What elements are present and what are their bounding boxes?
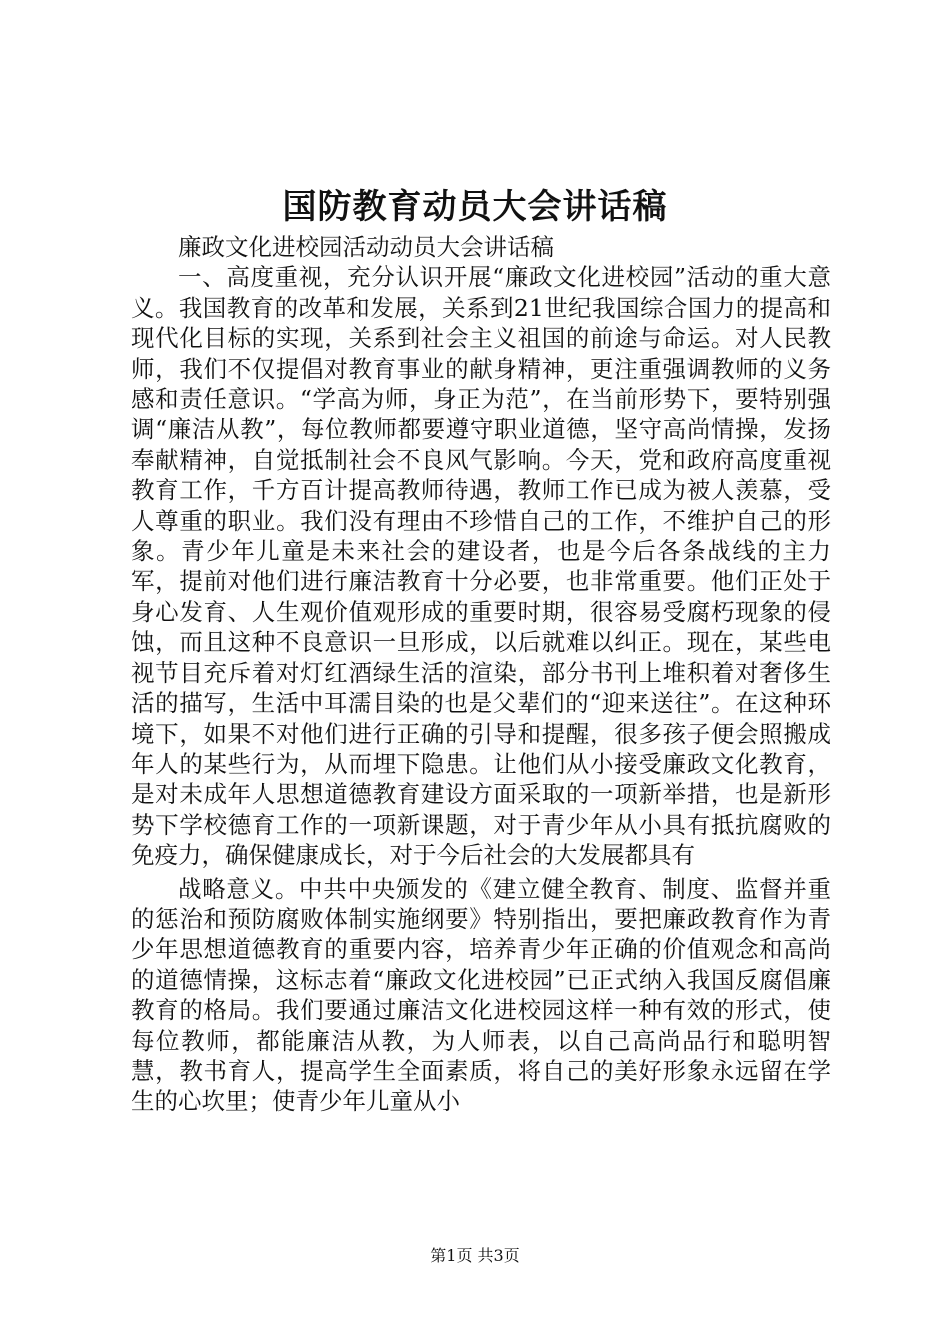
document-title: 国防教育动员大会讲话稿 [282, 187, 668, 227]
body-paragraph-2: 战略意义。中共中央颁发的《建立健全教育、制度、监督并重的惩治和预防腐败体制实施纲要》特别指出，要把廉政教育作为青少年思想道德教育的重要内容，培养青少年正确的价值观念和高尚的道德情操，这标志着“廉政文化进校园”已正式纳入我国反腐倡廉教育的格局。我们要通过廉洁文化进校园这样一种有效的形式，使每位教师，都能廉洁从教，为人师表，以自己高尚品行和聪明智慧，教书育人，提高学生全面素质，将自己的美好形象永远留在学生的心坎里；使青少年儿童从小 [131, 874, 831, 1116]
page-footer: 第1页 共3页 [430, 1246, 520, 1265]
subtitle-paragraph: 廉政文化进校园活动动员大会讲话稿 [178, 233, 554, 261]
body-paragraph-1: 一、高度重视，充分认识开展“廉政文化进校园”活动的重大意义。我国教育的改革和发展，关系到21世纪我国综合国力的提高和现代化目标的实现，关系到社会主义祖国的前途与命运。对人民教师，我们不仅提倡对教育事业的献身精神，更注重强调教师的义务感和责任意识。“学高为师，身正为范”，在当前形势下，要特别强调“廉洁从教”，每位教师都要遵守职业道德，坚守高尚情操，发扬奉献精神，自觉抵制社会不良风气影响。今天，党和政府高度重视教育工作，千方百计提高教师待遇，教师工作已成为被人羡慕，受人尊重的职业。我们没有理由不珍惜自己的工作，不维护自己的形象。青少年儿童是未来社会的建设者，也是今后各条战线的主力军，提前对他们进行廉洁教育十分必要，也非常重要。他们正处于身心发育、人生观价值观形成的重要时期，很容易受腐朽现象的侵蚀，而且这种不良意识一旦形成，以后就难以纠正。现在，某些电视节目充斥着对灯红酒绿生活的渲染，部分书刊上堆积着对奢侈生活的描写，生活中耳濡目染的也是父辈们的“迎来送往”。在这种环境下，如果不对他们进行正确的引导和提醒，很多孩子便会照搬成年人的某些行为，从而埋下隐患。让他们从小接受廉政文化教育，是对未成年人思想道德教育建设方面采取的一项新举措，也是新形势下学校德育工作的一项新课题，对于青少年从小具有抵抗腐败的免疫力，确保健康成长，对于今后社会的大发展都具有 [131, 263, 831, 870]
document-body [131, 232, 831, 1117]
